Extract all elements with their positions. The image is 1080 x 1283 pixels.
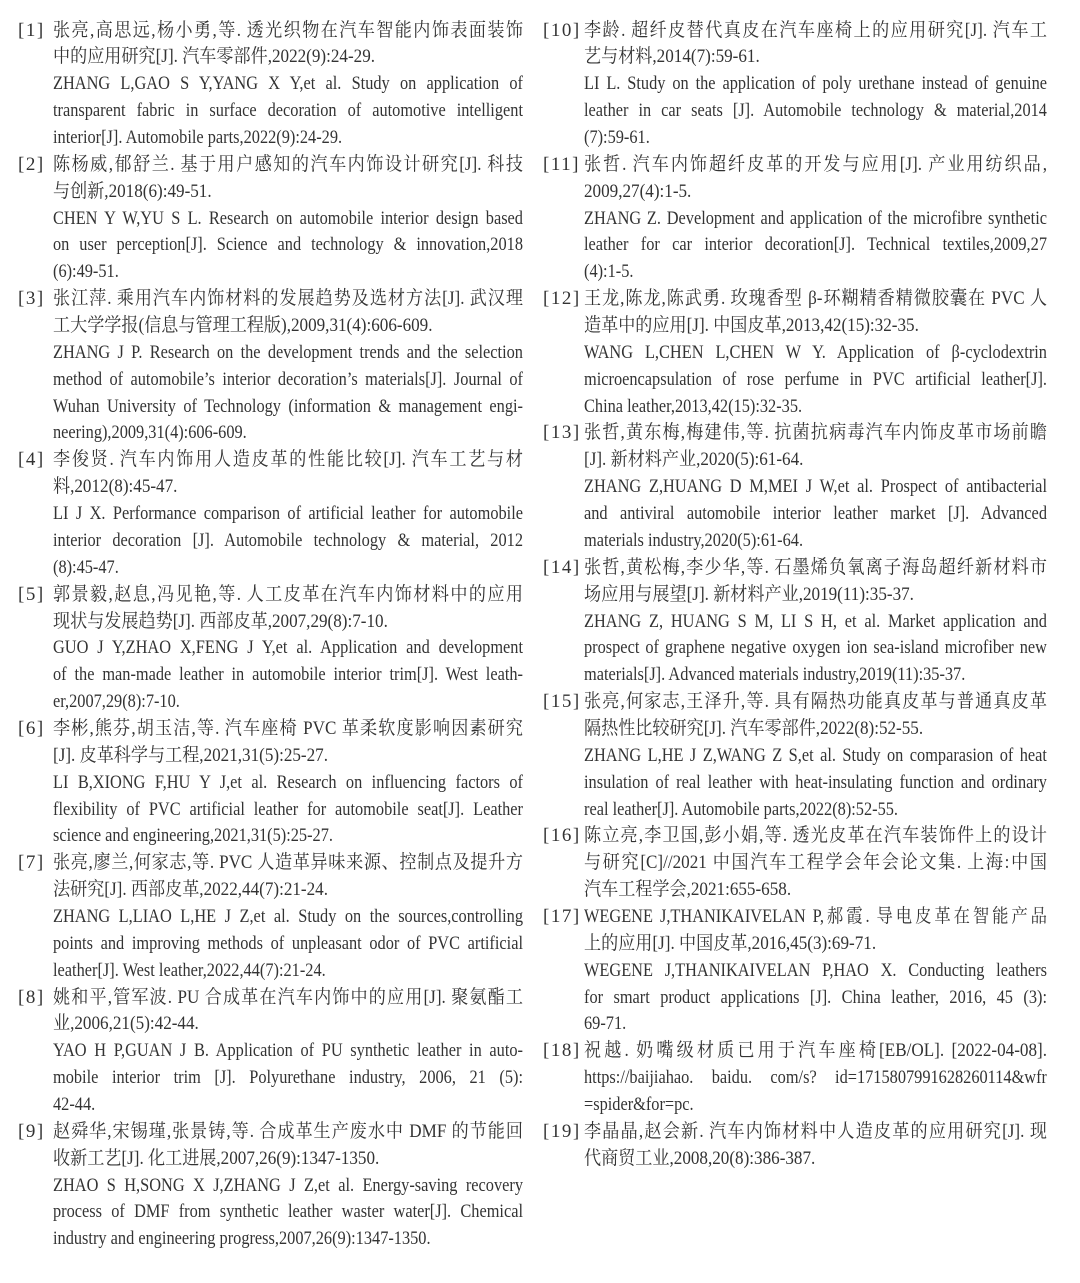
reference-body [584,1038,1047,1119]
reference-number: [10] [543,19,581,41]
reference-body [53,18,523,152]
reference-line: interior decoration [J]. Automobile technology & material, 2012 [53,529,523,551]
reference-line: (6):49-51. [53,261,119,283]
reference-line: 场应用与展望[J]. 新材料产业,2019(11):35-37. [584,583,914,605]
reference-line: 造革中的应用[J]. 中国皮革,2013,42(15):32-35. [584,315,919,337]
reference-line: ZHANG Z,HUANG D M,MEI J W,et al. Prospect of antibacterial [584,476,1047,498]
reference-line: and antiviral automobile interior leather market [J]. Advanced [584,503,1047,525]
reference-line: 郭景毅,赵息,冯见艳,等. 人工皮革在汽车内饰材料中的应用 [53,583,523,605]
reference-line: WEGENE J,THANIKAIVELAN P,HAO X. Conducting leathers [584,959,1047,981]
reference-line: 张哲. 汽车内饰超纤皮革的开发与应用[J]. 产业用纺织品, [584,153,1047,175]
reference-line: LI L. Study on the application of poly urethane instead of genuine [584,73,1047,95]
reference-line: 2009,27(4):1-5. [584,180,692,202]
reference-line: microencapsulation of rose perfume in PVC artificial leather[J]. [584,368,1047,390]
reference-line: CHEN Y W,YU S L. Research on automobile interior design based [53,207,523,229]
reference-line: industry and engineering progress,2007,26(9):1347-1350. [53,1228,431,1250]
reference-item [18,152,523,286]
reference-number: [16] [543,825,581,847]
reference-number: [8] [18,986,45,1008]
reference-line: 张江萍. 乘用汽车内饰材料的发展趋势及选材方法[J]. 武汉理 [53,288,523,310]
reference-number: [6] [18,717,45,739]
reference-line: 中的应用研究[J]. 汽车零部件,2022(9):24-29. [53,46,376,68]
reference-line: 42-44. [53,1093,96,1115]
reference-line: of the man-made leather in automobile interior trim[J]. West leath- [53,664,523,686]
reference-item [543,1119,1047,1173]
reference-number: [5] [18,583,45,605]
reference-line: ZHANG L,LIAO L,HE J Z,et al. Study on the sources,controlling [53,905,523,927]
reference-line: 张亮,何家志,王泽升,等. 具有隔热功能真皮革与普通真皮革 [584,691,1047,713]
reference-line: leather for car interior decoration[J]. Technical textiles,2009,27 [584,234,1047,256]
reference-line: ZHANG L,GAO S Y,YANG X Y,et al. Study on application of [53,73,523,95]
reference-line: points and improving methods of unpleasant odor of PVC artificial [53,932,523,954]
reference-number: [1] [18,19,45,41]
reference-item [18,582,523,716]
reference-body [584,689,1047,823]
reference-line: transparent fabric in surface decoration of automotive intelligent [53,100,523,122]
reference-body [53,716,523,850]
reference-line: (4):1-5. [584,261,634,283]
reference-item [543,18,1047,152]
reference-body [584,286,1047,420]
reference-line: 艺与材料,2014(7):59-61. [584,46,760,68]
reference-number: [19] [543,1120,581,1142]
reference-line: LI B,XIONG F,HU Y J,et al. Research on influencing factors of [53,771,523,793]
reference-number: [18] [543,1040,581,1062]
reference-line: 业,2006,21(5):42-44. [53,1013,199,1035]
reference-body [584,555,1047,689]
reference-item [18,716,523,850]
reference-line: ZHANG Z, HUANG S M, LI S H, et al. Market application and [584,610,1047,632]
reference-line: insulation of real leather with heat-insulating function and ordinary [584,771,1047,793]
reference-number: [17] [543,905,581,927]
reference-item [18,286,523,447]
reference-line: interior[J]. Automobile parts,2022(9):24-29. [53,127,343,149]
reference-item [543,555,1047,689]
reference-number: [4] [18,449,45,471]
reference-line: 祝越. 奶嘴级材质已用于汽车座椅[EB/OL]. [2022-04-08]. [584,1040,1047,1062]
reference-item [543,823,1047,904]
reference-line: for smart product applications [J]. China leather, 2016, 45 (3): [584,986,1047,1008]
reference-line: WANG L,CHEN L,CHEN W Y. Application of β-cyclodextrin [584,341,1047,363]
reference-line: 现状与发展趋势[J]. 西部皮革,2007,29(8):7-10. [53,610,388,632]
reference-line: 张亮,高思远,杨小勇,等. 透光织物在汽车智能内饰表面装饰 [53,19,523,41]
reference-line: Wuhan University of Technology (information & management engi- [53,395,523,417]
reference-line: mobile interior trim [J]. Polyurethane industry, 2006, 21 (5): [53,1067,523,1089]
reference-line: 赵舜华,宋锡瑾,张景铸,等. 合成革生产废水中 DMF 的节能回 [53,1120,523,1142]
reference-item [18,447,523,581]
reference-item [543,152,1047,286]
reference-line: 料,2012(8):45-47. [53,476,178,498]
reference-line: (7):59-61. [584,127,650,149]
reference-item [543,1038,1047,1119]
reference-line: neering),2009,31(4):606-609. [53,422,247,444]
references-column-right [543,18,1047,1173]
reference-line: YAO H P,GUAN J B. Application of PU synthetic leather in auto- [53,1040,523,1062]
reference-line: process of DMF from synthetic leather waster water[J]. Chemical [53,1201,523,1223]
reference-url-line: =spider&for=pc. [584,1093,694,1115]
reference-line: science and engineering,2021,31(5):25-27. [53,825,333,847]
reference-number: [3] [18,288,45,310]
reference-item [543,420,1047,554]
reference-line: 张亮,廖兰,何家志,等. PVC 人造革异味来源、控制点及提升方 [53,852,523,874]
reference-line: (8):45-47. [53,556,119,578]
reference-line: 收新工艺[J]. 化工进展,2007,26(9):1347-1350. [53,1147,380,1169]
reference-number: [15] [543,691,581,713]
reference-line: 陈立亮,李卫国,彭小娟,等. 透光皮革在汽车装饰件上的设计 [584,825,1047,847]
reference-body [53,152,523,286]
reference-body [584,1119,1047,1173]
reference-body [53,850,523,984]
reference-line: er,2007,29(8):7-10. [53,691,180,713]
reference-body [584,904,1047,1038]
reference-line: real leather[J]. Automobile parts,2022(8):52-55. [584,798,899,820]
reference-body [53,985,523,1119]
reference-line: on user perception[J]. Science and technology & innovation,2018 [53,234,523,256]
reference-number: [11] [543,153,580,175]
reference-body [584,152,1047,286]
reference-line: materials[J]. Advanced materials industry,2019(11):35-37. [584,664,966,686]
reference-line: WEGENE J,THANIKAIVELAN P,郝霞. 导电皮革在智能产品 [584,905,1047,927]
reference-line: leather in car seats [J]. Automobile technology & material,2014 [584,100,1047,122]
reference-line: [J]. 新材料产业,2020(5):61-64. [584,449,804,471]
reference-body [53,286,523,447]
reference-body [53,582,523,716]
reference-number: [14] [543,556,581,578]
reference-line: leather[J]. West leather,2022,44(7):21-24. [53,959,326,981]
reference-item [18,985,523,1119]
reference-line: 上的应用[J]. 中国皮革,2016,45(3):69-71. [584,932,877,954]
reference-line: 李彬,熊芬,胡玉洁,等. 汽车座椅 PVC 革柔软度影响因素研究 [53,717,523,739]
reference-line: China leather,2013,42(15):32-35. [584,395,803,417]
reference-line: 陈杨威,郁舒兰. 基于用户感知的汽车内饰设计研究[J]. 科技 [53,153,523,175]
reference-line: 代商贸工业,2008,20(8):386-387. [584,1147,816,1169]
reference-line: GUO J Y,ZHAO X,FENG J Y,et al. Application and development [53,637,523,659]
reference-line: 汽车工程学会,2021:655-658. [584,879,792,901]
reference-item [18,18,523,152]
reference-line: 李晶晶,赵会新. 汽车内饰材料中人造皮革的应用研究[J]. 现 [584,1120,1047,1142]
reference-item [18,850,523,984]
reference-line: method of automobile’s interior decoration’s materials[J]. Journal of [53,368,523,390]
reference-item [543,904,1047,1038]
reference-line: LI J X. Performance comparison of artificial leather for automobile [53,503,523,525]
reference-body [584,823,1047,904]
reference-line: flexibility of PVC artificial leather for automobile seat[J]. Leather [53,798,523,820]
reference-line: 王龙,陈龙,陈武勇. 玫瑰香型 β-环糊精香精微胶囊在 PVC 人 [584,288,1047,310]
reference-line: [J]. 皮革科学与工程,2021,31(5):25-27. [53,744,329,766]
reference-line: 隔热性比较研究[J]. 汽车零部件,2022(8):52-55. [584,717,924,739]
reference-number: [2] [18,153,45,175]
reference-url-line: https://baijiahao. baidu. com/s? id=1715807991628260114&wfr [584,1067,1047,1089]
reference-number: [9] [18,1120,45,1142]
reference-item [18,1119,523,1253]
reference-line: 工大学学报(信息与管理工程版),2009,31(4):606-609. [53,315,433,337]
reference-line: 与创新,2018(6):49-51. [53,180,212,202]
reference-body [584,420,1047,554]
reference-item [543,689,1047,823]
reference-line: 张哲,黄东梅,梅建伟,等. 抗菌抗病毒汽车内饰皮革市场前瞻 [584,422,1047,444]
reference-line: ZHANG Z. Development and application of the microfibre synthetic [584,207,1047,229]
reference-line: 张哲,黄松梅,李少华,等. 石墨烯负氧离子海岛超纤新材料市 [584,556,1047,578]
reference-line: 姚和平,管军波. PU 合成革在汽车内饰中的应用[J]. 聚氨酯工 [53,986,523,1008]
references-column-left [18,18,523,1254]
reference-body [53,447,523,581]
reference-line: 法研究[J]. 西部皮革,2022,44(7):21-24. [53,879,329,901]
reference-number: [12] [543,288,581,310]
reference-line: 与研究[C]//2021 中国汽车工程学会年会论文集. 上海:中国 [584,852,1047,874]
reference-body [53,1119,523,1253]
reference-line: ZHAO S H,SONG X J,ZHANG J Z,et al. Energy-saving recovery [53,1174,523,1196]
reference-number: [7] [18,852,45,874]
reference-line: 李俊贤. 汽车内饰用人造皮革的性能比较[J]. 汽车工艺与材 [53,449,523,471]
reference-line: 李龄. 超纤皮替代真皮在汽车座椅上的应用研究[J]. 汽车工 [584,19,1047,41]
reference-body [584,18,1047,152]
reference-line: prospect of graphene negative oxygen ion sea-island microfiber new [584,637,1047,659]
reference-number: [13] [543,422,581,444]
reference-line: ZHANG L,HE J Z,WANG Z S,et al. Study on comparasion of heat [584,744,1047,766]
reference-line: materials industry,2020(5):61-64. [584,529,804,551]
reference-line: ZHANG J P. Research on the development trends and the selection [53,341,523,363]
reference-line: 69-71. [584,1013,627,1035]
reference-item [543,286,1047,420]
